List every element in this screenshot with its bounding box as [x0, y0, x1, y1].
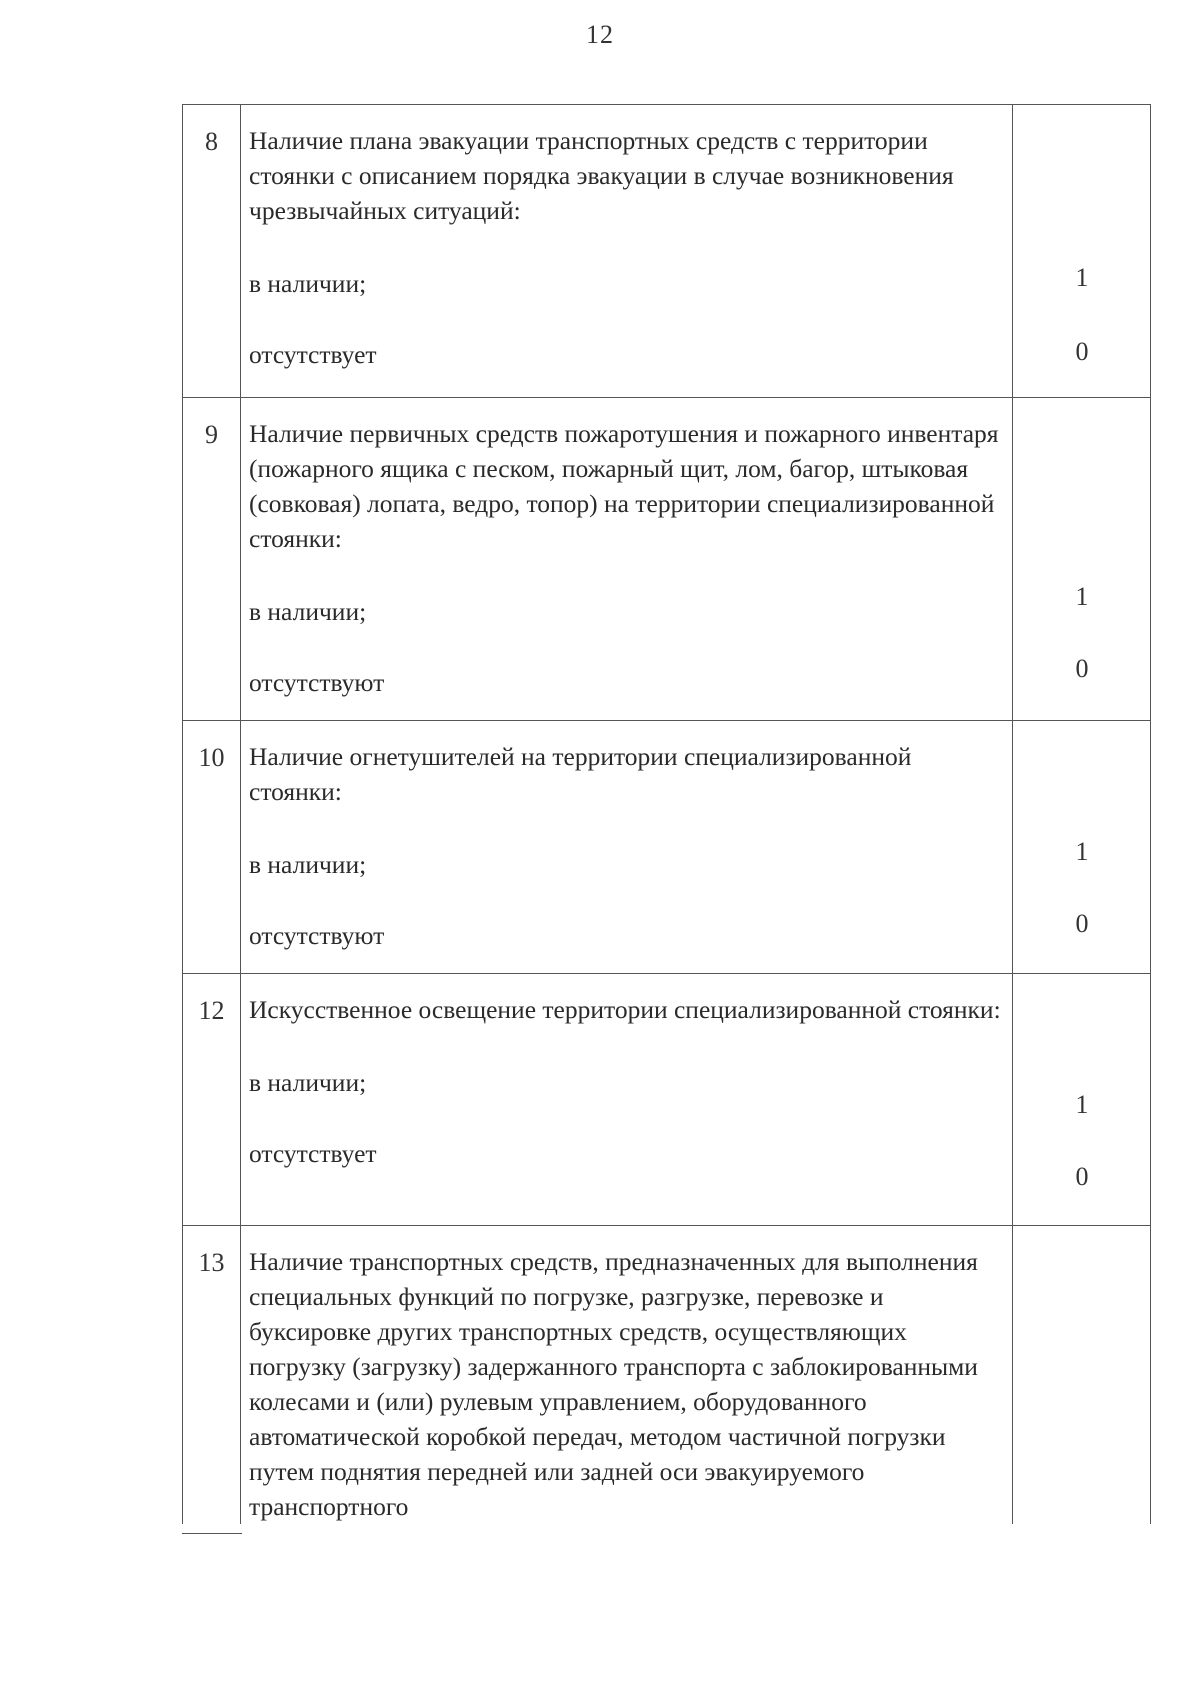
option-label: в наличии;	[249, 850, 367, 879]
option-label: в наличии;	[249, 1068, 367, 1097]
criterion-title: Наличие плана эвакуации транспортных средств с территории стоянки с описанием порядка эвакуации в случае возникновения чрезвычайных ситуаций:	[249, 126, 954, 225]
criterion-title: Наличие первичных средств пожаротушения и пожарного инвентаря (пожарного ящика с песком, пожарный щит, лом, багор, штыковая (совковая) лопата, ведро, топор) на территории специализированной стоянки:	[249, 419, 999, 553]
option-label: отсутствуют	[249, 668, 385, 697]
row-number: 13	[183, 1226, 241, 1525]
criterion-title: Искусственное освещение территории специализированной стоянки:	[249, 995, 1001, 1024]
score-cell	[1013, 1226, 1151, 1525]
score-cell	[1013, 721, 1151, 974]
score-value: 1	[1075, 582, 1089, 611]
criterion-text	[241, 398, 1013, 721]
score-cell	[1013, 398, 1151, 721]
table-bottom-border	[182, 1533, 242, 1534]
score-value: 0	[1075, 654, 1089, 683]
score-cell	[1013, 105, 1151, 398]
score-value: 0	[1075, 909, 1089, 938]
row-number: 8	[183, 105, 241, 398]
criterion-text	[241, 1226, 1013, 1525]
option-label: отсутствует	[249, 1139, 377, 1168]
criteria-table	[182, 104, 1151, 1524]
criterion-title: Наличие транспортных средств, предназначенных для выполнения специальных функций по погрузке, разгрузке, перевозке и буксировке других транспортных средств, осуществляющих погрузку (загрузку) задержанного транспорта с заблокированными колесами и (или) рулевым управлением, оборудованного автоматической коробкой передач, методом частичной погрузки путем поднятия передней или задней оси эвакуируемого транспортного	[249, 1247, 978, 1521]
option-label: отсутствует	[249, 340, 377, 369]
option-label: в наличии;	[249, 597, 367, 626]
option-label: отсутствуют	[249, 921, 385, 950]
table-row	[183, 1226, 1151, 1525]
row-number: 10	[183, 721, 241, 974]
table-row	[183, 398, 1151, 721]
page-number: 12	[586, 20, 614, 49]
score-value: 0	[1075, 1162, 1089, 1191]
row-number: 12	[183, 974, 241, 1226]
score-value: 1	[1075, 263, 1089, 292]
table-row	[183, 974, 1151, 1226]
score-value: 1	[1075, 837, 1089, 866]
criterion-text	[241, 974, 1013, 1226]
option-label: в наличии;	[249, 269, 367, 298]
criterion-text	[241, 105, 1013, 398]
criterion-title: Наличие огнетушителей на территории специализированной стоянки:	[249, 742, 912, 806]
score-value: 1	[1075, 1090, 1089, 1119]
criterion-text	[241, 721, 1013, 974]
row-number: 9	[183, 398, 241, 721]
score-cell	[1013, 974, 1151, 1226]
table-row	[183, 105, 1151, 398]
table-row	[183, 721, 1151, 974]
score-value: 0	[1075, 337, 1089, 366]
